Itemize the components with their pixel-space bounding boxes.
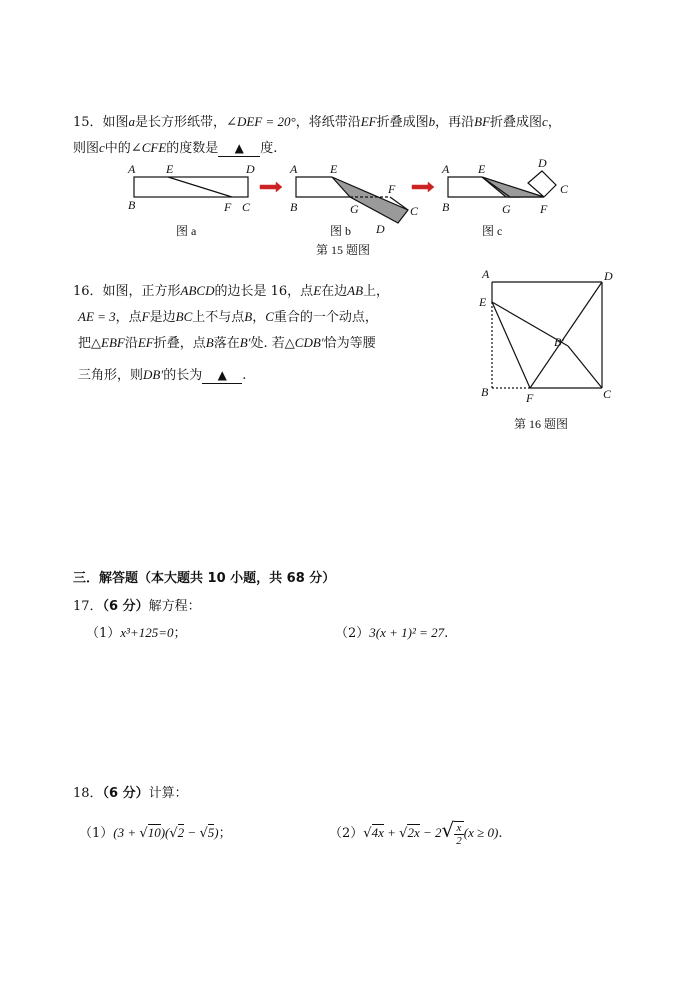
- q18-part2: （2）√4x + √2x − 2√ $\frac{x}{2}$ (x ≥ 0).: [329, 818, 503, 847]
- arrow-icon: [260, 182, 282, 192]
- point-label: A: [442, 162, 450, 176]
- point-label: E: [166, 162, 174, 176]
- point-label: F: [540, 202, 548, 216]
- q18-heading: 18．（6 分）计算：: [73, 786, 188, 801]
- fig-a-rectangle: [134, 177, 248, 197]
- point-label: B: [481, 385, 489, 399]
- point-label: D: [538, 156, 547, 170]
- point-label: D: [604, 269, 613, 283]
- point-label: F: [526, 391, 534, 405]
- q17-part1: （1）x³+125=0；: [86, 625, 187, 641]
- q15-figure: [120, 155, 580, 255]
- point-label: A: [482, 267, 490, 281]
- q16-line4: 三角形，则DB′的长为 ▲ .: [78, 367, 247, 383]
- point-label: B: [290, 200, 298, 214]
- q17-heading: 17．（6 分）解方程：: [73, 599, 201, 614]
- blank-triangle-icon: ▲: [217, 368, 227, 382]
- fig-c-label: 图 c: [482, 224, 503, 238]
- point-label: E: [479, 295, 487, 309]
- point-label: B′: [554, 335, 564, 349]
- point-label: F: [388, 182, 396, 196]
- segment-b-prime-c: [568, 346, 602, 388]
- point-label: C: [410, 204, 419, 218]
- q15-caption: 第 15 题图: [316, 243, 371, 255]
- q16-line3: 把△EBF沿EF折叠，点B落在B′处. 若△CDB′恰为等腰: [78, 335, 376, 351]
- sqrt-icon: √: [441, 818, 455, 842]
- point-label: C: [242, 200, 251, 214]
- fig-b-label: 图 b: [330, 224, 352, 238]
- q16-line1: 16．如图，正方形ABCD的边长是 16，点E在边AB上，: [73, 283, 390, 299]
- blank-triangle-icon: ▲: [234, 141, 244, 155]
- answer-blank: [202, 368, 242, 384]
- point-label: D: [246, 162, 255, 176]
- point-label: B: [442, 200, 450, 214]
- point-label: F: [224, 200, 232, 214]
- fig-c-shaded: [482, 177, 544, 197]
- sqrt-icon: √: [199, 826, 208, 841]
- segment-ef: [492, 302, 530, 388]
- section3-title: 三．解答题（本大题共 10 小题，共 68 分）: [73, 571, 336, 586]
- q16-figure: [472, 264, 622, 436]
- point-label: C: [603, 387, 612, 401]
- sqrt-icon: √: [169, 826, 178, 841]
- q15-line2: 则图c中的∠CFE的度数是 ▲ 度.: [73, 140, 278, 156]
- point-label: D: [376, 222, 385, 236]
- fraction: $\frac{x}{2}$: [456, 821, 462, 847]
- point-label: B: [128, 198, 136, 212]
- fig-a-crease-ef: [168, 177, 232, 197]
- point-label: E: [478, 162, 486, 176]
- point-label: E: [330, 162, 338, 176]
- q16-caption: 第 16 题图: [514, 417, 569, 431]
- q16-line2: AE = 3，点F是边BC上不与点B，C重合的一个动点，: [78, 309, 378, 325]
- sqrt-icon: √: [139, 826, 148, 841]
- segment-f-d: [530, 282, 602, 388]
- q15-line1: 15．如图a是长方形纸带，∠DEF = 20°，将纸带沿EF折叠成图b，再沿BF折叠成图c，: [73, 114, 561, 130]
- sqrt-icon: √: [399, 826, 408, 841]
- fig-a-label: 图 a: [176, 224, 197, 238]
- fig-b-folded-part: [332, 177, 408, 223]
- point-label: A: [128, 162, 136, 176]
- arrow-icon: [412, 182, 434, 192]
- q18-part1: （1）(3 + √10)(√2 − √5)；: [79, 825, 232, 841]
- point-label: C: [560, 182, 569, 196]
- sqrt-icon: √: [363, 826, 372, 841]
- q17-part2: （2）3(x + 1)² = 27.: [335, 625, 449, 641]
- point-label: A: [290, 162, 298, 176]
- point-label: G: [502, 202, 511, 216]
- point-label: G: [350, 202, 359, 216]
